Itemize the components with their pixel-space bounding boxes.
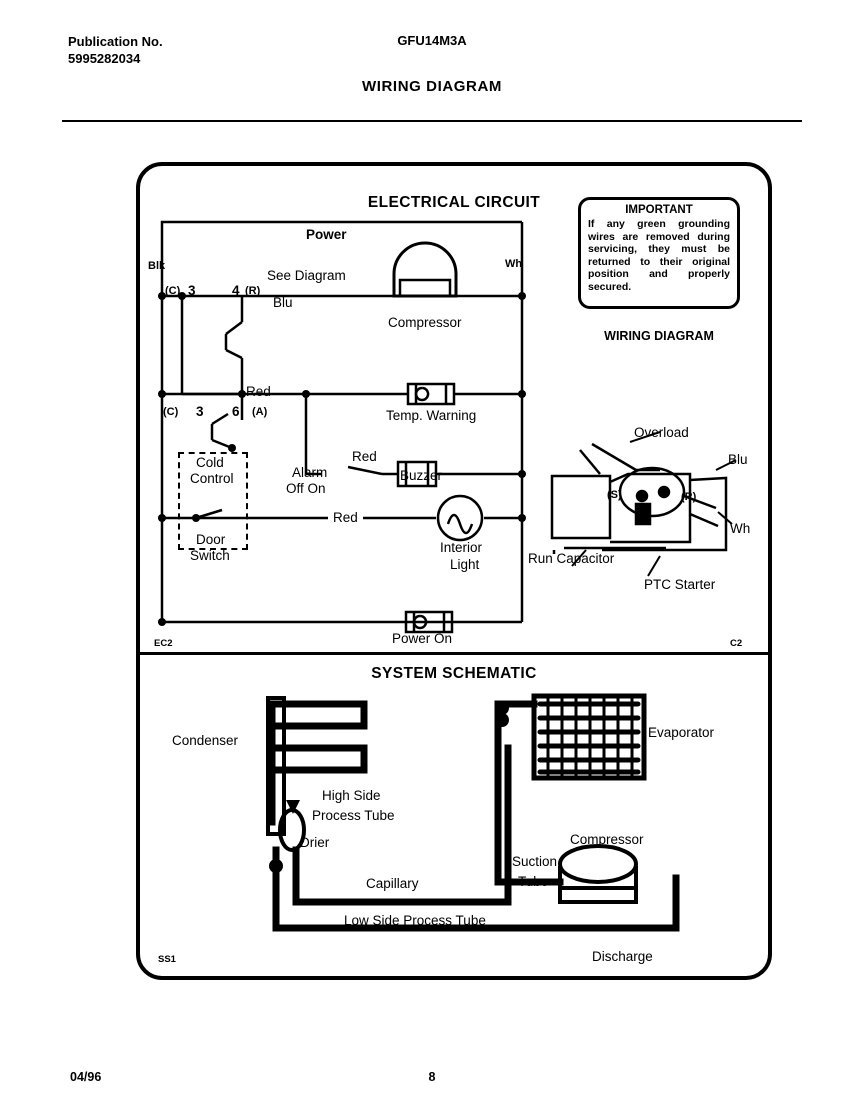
high-side-label-2: Process Tube — [312, 808, 395, 823]
footer-date: 04/96 — [70, 1070, 102, 1084]
ptc-starter-label: PTC Starter — [644, 577, 716, 592]
detail-wh-label: Wh — [730, 521, 751, 536]
wh-label: Wh — [505, 258, 523, 270]
terminal-r-top: (R) — [245, 285, 261, 297]
terminal-3-bottom: 3 — [196, 404, 204, 419]
suction-label-2: Tube — [518, 874, 549, 889]
electrical-code-left: EC2 — [154, 638, 173, 649]
terminal-c-bottom: (C) — [163, 406, 179, 418]
s-terminal-label: (S) — [607, 489, 622, 501]
high-side-label-1: High Side — [322, 788, 381, 803]
schematic-code-left: SS1 — [158, 954, 176, 965]
interior-light-label-2: Light — [450, 557, 480, 572]
terminal-4-top: 4 — [232, 283, 240, 298]
cold-control-label-2: Control — [190, 471, 234, 486]
run-capacitor-label: Run Capacitor — [528, 551, 615, 566]
important-note-body: If any green grounding wires are removed during servicing, they must be returned to their original position and properly secured. — [588, 218, 730, 293]
model-number: GFU14M3A — [397, 33, 467, 48]
suction-label-1: Suction — [512, 854, 558, 869]
terminal-3-top: 3 — [188, 283, 196, 298]
alarm-label-2: Off On — [286, 481, 326, 496]
system-schematic-title: SYSTEM SCHEMATIC — [371, 665, 537, 682]
cold-control-label-1: Cold — [196, 455, 224, 470]
drier-label: Drier — [300, 835, 330, 850]
compressor-label: Compressor — [388, 315, 462, 330]
red-label-3: Red — [328, 510, 363, 525]
door-switch-label-2: Switch — [190, 548, 230, 563]
door-switch-label-1: Door — [196, 532, 226, 547]
electrical-code-right: C2 — [730, 638, 743, 649]
condenser-label: Condenser — [172, 733, 239, 748]
blk-label: Blk — [148, 260, 166, 272]
system-schematic-drawing — [136, 652, 772, 978]
evaporator-label: Evaporator — [648, 725, 715, 740]
blu-label: Blu — [273, 295, 293, 310]
r-terminal-label: (R) — [681, 491, 697, 503]
buzzer-label: Buzzer — [400, 468, 443, 483]
header-divider — [62, 120, 802, 122]
wiring-diagram-caption: WIRING DIAGRAM — [604, 329, 714, 343]
temp-warning-label: Temp. Warning — [386, 408, 477, 423]
footer-page-number: 8 — [428, 1070, 436, 1084]
capillary-label: Capillary — [366, 876, 419, 891]
alarm-label-1: Alarm — [292, 465, 328, 480]
terminal-6-bottom: 6 — [232, 404, 240, 419]
interior-light-label-1: Interior — [440, 540, 483, 555]
terminal-c-top: (C) — [165, 285, 181, 297]
publication-number: 5995282034 — [68, 51, 141, 66]
see-diagram-label: See Diagram — [267, 268, 346, 283]
publication-label: Publication No. — [68, 34, 163, 49]
schematic-compressor-label: Compressor — [570, 832, 644, 847]
important-note-title: IMPORTANT — [625, 204, 693, 216]
electrical-circuit-title: ELECTRICAL CIRCUIT — [367, 194, 541, 211]
low-side-label: Low Side Process Tube — [344, 913, 486, 928]
power-on-label: Power On — [392, 631, 453, 646]
power-label: Power — [300, 227, 353, 242]
detail-blu-label: Blu — [728, 452, 748, 467]
red-label-1: Red — [246, 384, 271, 399]
terminal-a-bottom: (A) — [252, 406, 268, 418]
page-title: WIRING DIAGRAM — [361, 78, 503, 95]
red-label-2: Red — [352, 449, 377, 464]
overload-label: Overload — [634, 425, 689, 440]
compressor-detail-leaders — [520, 420, 780, 600]
discharge-label: Discharge — [592, 949, 653, 964]
